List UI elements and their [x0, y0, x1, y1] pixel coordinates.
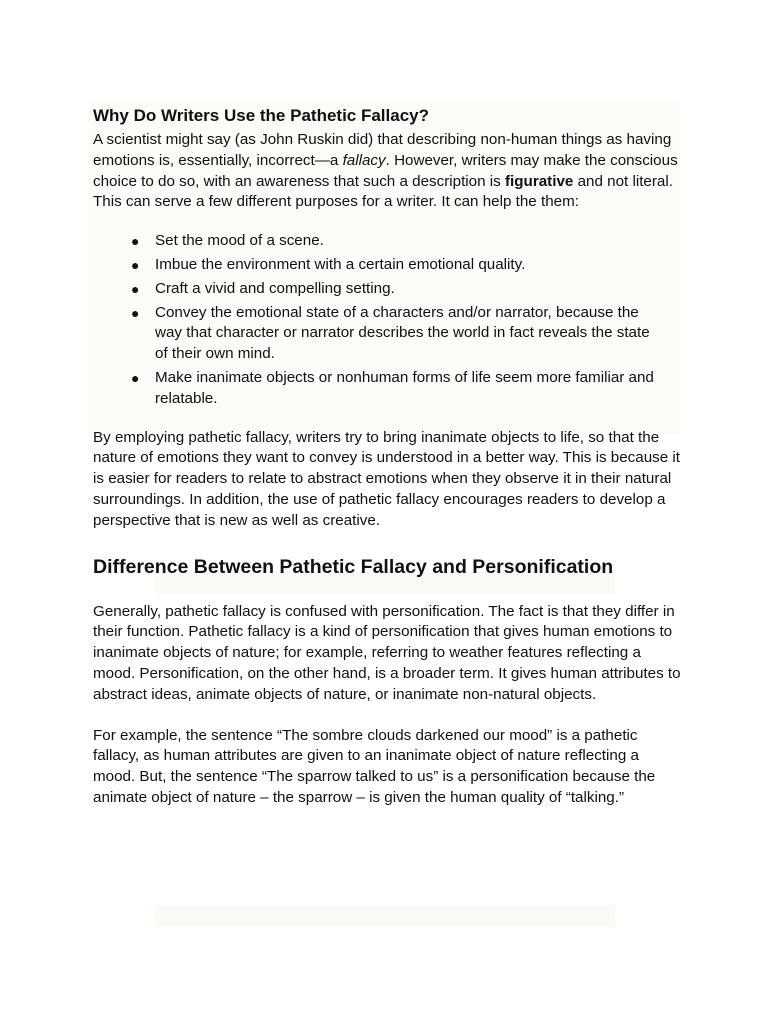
- list-item: [131, 231, 683, 252]
- list-item: [131, 279, 683, 300]
- section-difference: [93, 554, 683, 809]
- bullet-icon: ●: [131, 280, 140, 297]
- list-item-text: Craft a vivid and compelling setting.: [155, 279, 395, 297]
- list-item-text: Make inanimate objects or nonhuman forms of life seem more familiar and relatable.: [155, 368, 654, 407]
- intro-emphasis: fallacy: [342, 151, 386, 169]
- difference-paragraph-2: For example, the sentence “The sombre clouds darkened our mood” is a pathetic fallacy, as human attributes are given to an inanimate object of nature reflecting a mood. But, the sentence “The sparrow talked to us” is a personification because the animate object of nature – the sparrow – is given the human quality of “talking.”: [93, 726, 656, 806]
- shade-strip: [155, 905, 615, 927]
- closing-paragraph: By employing pathetic fallacy, writers try to bring inanimate objects to life, so that the nature of emotions they want to convey is understood in a better way. This is because it is easier for readers to relate to abstract emotions when they observe it in their natural surroundings. In addition, the use of pathetic fallacy encourages readers to develop a perspective that is new as well as creative.: [93, 428, 681, 529]
- bullet-icon: ●: [131, 369, 140, 386]
- intro-text-2: . However, writers may make the conscious choice to do so, with an awareness that such a description is: [93, 151, 678, 190]
- purpose-list: [93, 231, 683, 409]
- bullet-icon: ●: [131, 304, 140, 321]
- bullet-icon: ●: [131, 233, 140, 250]
- intro-text-1: A scientist might say (as John Ruskin did) that describing non-human things as having emotions is, essentially, incorrect—a: [93, 131, 672, 169]
- bullet-icon: ●: [131, 256, 140, 273]
- intro-text-3: and not literal. This can serve a few different purposes for a writer. It can help the them:: [93, 172, 673, 211]
- list-item-text: Imbue the environment with a certain emotional quality.: [155, 255, 526, 273]
- list-item: [131, 303, 683, 365]
- document-body: [93, 105, 683, 809]
- section-heading-difference: Difference Between Pathetic Fallacy and Personification: [93, 555, 614, 578]
- list-item-text: Convey the emotional state of a characters and/or narrator, because the way that character or narrator describes the world in fact reveals the state of their own mind.: [155, 303, 650, 363]
- section-heading-why: Why Do Writers Use the Pathetic Fallacy?: [93, 106, 429, 125]
- list-item-text: Set the mood of a scene.: [155, 232, 324, 250]
- intro-paragraph: [93, 130, 683, 213]
- difference-paragraph-1: Generally, pathetic fallacy is confused with personification. The fact is that they differ in their function. Pathetic fallacy is a kind of personification that gives human emotions to inanimate objects of nature; for example, referring to weather features reflecting a mood. Personification, on the other hand, is a broader term. It gives human attributes to abstract ideas, animate objects of nature, or inanimate non-natural objects.: [93, 602, 681, 703]
- intro-strong: figurative: [504, 172, 574, 190]
- list-item: [131, 368, 683, 410]
- list-item: [131, 255, 683, 276]
